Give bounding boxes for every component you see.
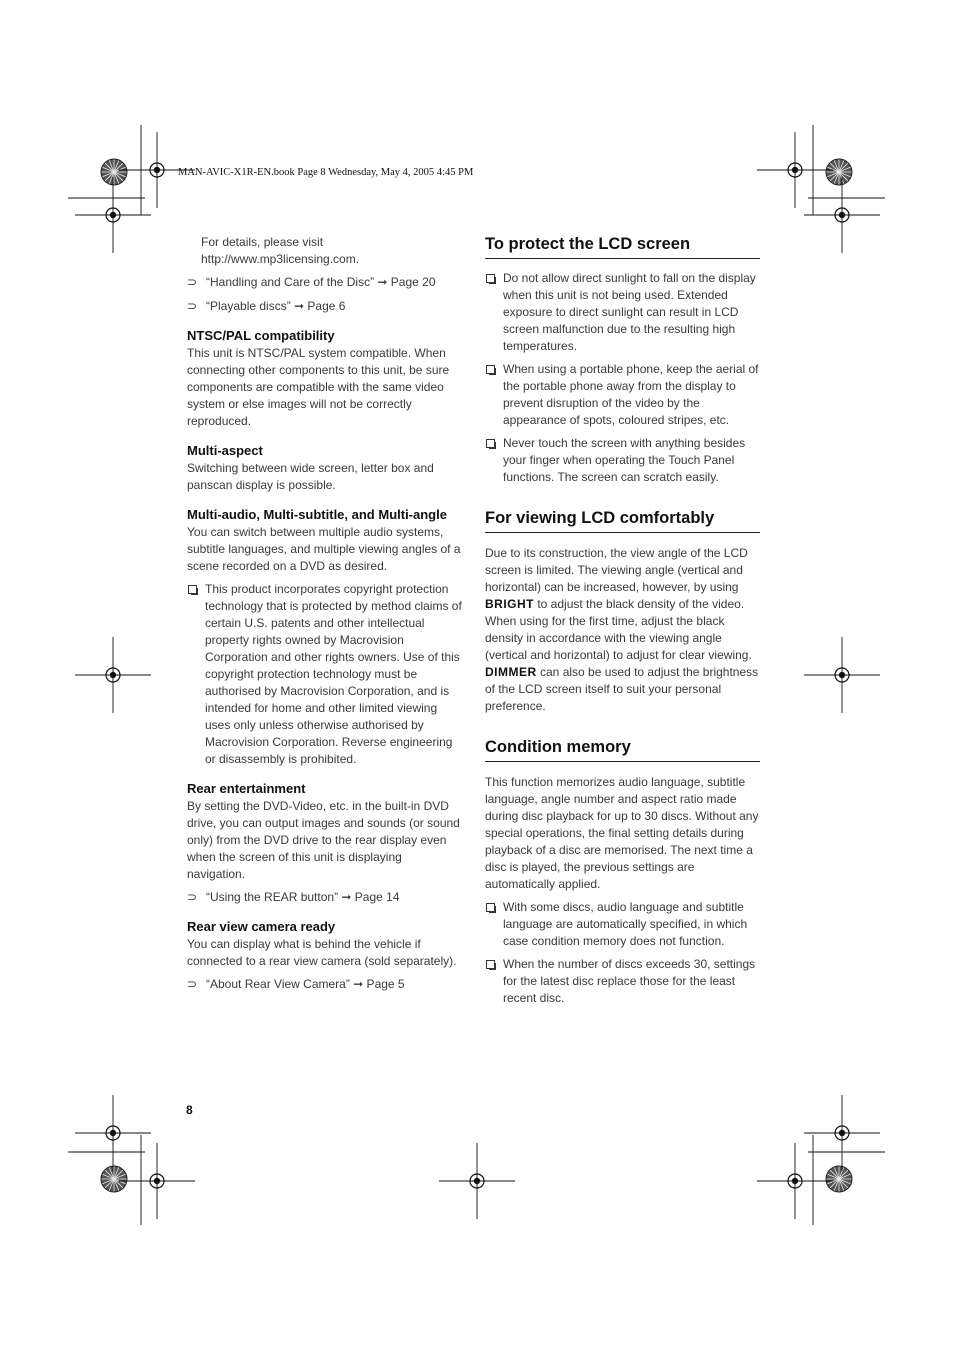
protect-bullet: [485, 270, 760, 355]
cross-reference: [187, 976, 463, 993]
left-column: [187, 234, 463, 993]
multi-audio-heading: Multi-audio, Multi-subtitle, and Multi-angle: [187, 507, 447, 522]
cross-reference: [187, 274, 463, 291]
bullet-box-icon: [486, 960, 495, 969]
condition-bullet: [485, 899, 760, 950]
reference-arrow-icon: ⊃: [187, 299, 198, 313]
bullet-box-icon: [486, 903, 495, 912]
viewing-lcd-heading: For viewing LCD comfortably: [485, 508, 760, 533]
protect-bullet: [485, 361, 760, 429]
ntsc-heading: NTSC/PAL compatibility: [187, 328, 335, 343]
bullet-box-icon: [486, 274, 495, 283]
copyright-bullet: [187, 581, 463, 768]
cross-reference: [187, 889, 463, 906]
protect-lcd-heading: To protect the LCD screen: [485, 234, 760, 259]
bullet-text: With some discs, audio language and subtitle language are automatically specified, in which case condition memory does not function.: [503, 900, 748, 948]
multi-aspect-heading: Multi-aspect: [187, 443, 263, 458]
ntsc-body: This unit is NTSC/PAL system compatible. When connecting other components to this unit, be sure components are compatible with the same video system or else images will not be correctly reproduced.: [187, 346, 450, 428]
cross-reference: [187, 298, 463, 315]
book-header: MAN-AVIC-X1R-EN.book Page 8 Wednesday, May 4, 2005 4:45 PM: [178, 167, 474, 178]
reference-text: “Handling and Care of the Disc” ➞ Page 20: [206, 275, 436, 289]
condition-bullet: [485, 956, 760, 1007]
viewing-body: [485, 545, 760, 715]
mp3-intro: [187, 234, 463, 268]
bullet-text: Do not allow direct sunlight to fall on the display when this unit is not being used. Extended exposure to direct sunlight can result in LCD screen malfunction due to the resulting high temperatures.: [503, 271, 756, 353]
condition-memory-heading: Condition memory: [485, 737, 760, 762]
rear-entertainment-heading: Rear entertainment: [187, 781, 306, 796]
right-column: [485, 234, 760, 1007]
intro-line-2: http://www.mp3licensing.com.: [201, 252, 360, 266]
bullet-text: This product incorporates copyright protection technology that is protected by method claims of certain U.S. patents and other intellectual property rights owned by Macrovision Corporation and other rights owners. Use of this copyright protection technology must be authorised by Macrovision Corporation, and is intended for home and other limited viewing uses only unless otherwise authorised by Macrovision Corporation. Reverse engineering or disassembly is prohibited.: [205, 582, 462, 766]
multi-aspect-body: Switching between wide screen, letter box and panscan display is possible.: [187, 461, 434, 492]
rear-camera-body: You can display what is behind the vehicle if connected to a rear view camera (sold separately).: [187, 937, 457, 968]
intro-line-1: For details, please visit: [201, 235, 324, 249]
reference-arrow-icon: ⊃: [187, 890, 198, 904]
reference-text: “About Rear View Camera” ➞ Page 5: [206, 977, 405, 991]
reference-arrow-icon: ⊃: [187, 275, 198, 289]
bullet-box-icon: [188, 585, 197, 594]
bullet-box-icon: [486, 439, 495, 448]
bright-keyword: BRIGHT: [485, 597, 534, 611]
dimmer-keyword: DIMMER: [485, 665, 537, 679]
reference-text: “Playable discs” ➞ Page 6: [206, 299, 346, 313]
rear-camera-heading: Rear view camera ready: [187, 919, 336, 934]
viewing-text-2: to adjust the black density of the video. When using for the first time, adjust the black density in accordance with the viewing angle (vertical and horizontal) to adjust for clear viewing.: [485, 597, 752, 662]
protect-bullet: [485, 435, 760, 486]
page-number: 8: [186, 1103, 193, 1117]
bullet-text: Never touch the screen with anything besides your finger when operating the Touch Panel functions. The screen can scratch easily.: [503, 436, 746, 484]
viewing-text-3: can also be used to adjust the brightness of the LCD screen itself to suit your personal preference.: [485, 665, 759, 713]
bullet-box-icon: [486, 365, 495, 374]
bullet-text: When using a portable phone, keep the aerial of the portable phone away from the display to prevent disruption of the video by the appearance of spots, coloured stripes, etc.: [503, 362, 759, 427]
condition-memory-body: This function memorizes audio language, subtitle language, angle number and aspect ratio made during disc playback for up to 30 discs. Without any special operations, the final setting details during playback of a disc are memorised. The next time a disc is played, the previous settings are automatically applied.: [485, 775, 759, 891]
reference-arrow-icon: ⊃: [187, 977, 198, 991]
viewing-text-1: Due to its construction, the view angle of the LCD screen is limited. The viewing angle (vertical and horizontal) can be increased, however, by using: [485, 546, 748, 594]
rear-entertainment-body: By setting the DVD-Video, etc. in the built-in DVD drive, you can output images and sounds (or sound only) from the DVD drive to the rear display even when the screen of this unit is displaying navigation.: [187, 799, 460, 881]
bullet-text: When the number of discs exceeds 30, settings for the latest disc replace those for the least recent disc.: [503, 957, 756, 1005]
multi-audio-body: You can switch between multiple audio systems, subtitle languages, and multiple viewing angles of a scene recorded on a DVD as desired.: [187, 525, 461, 573]
reference-text: “Using the REAR button” ➞ Page 14: [206, 890, 400, 904]
